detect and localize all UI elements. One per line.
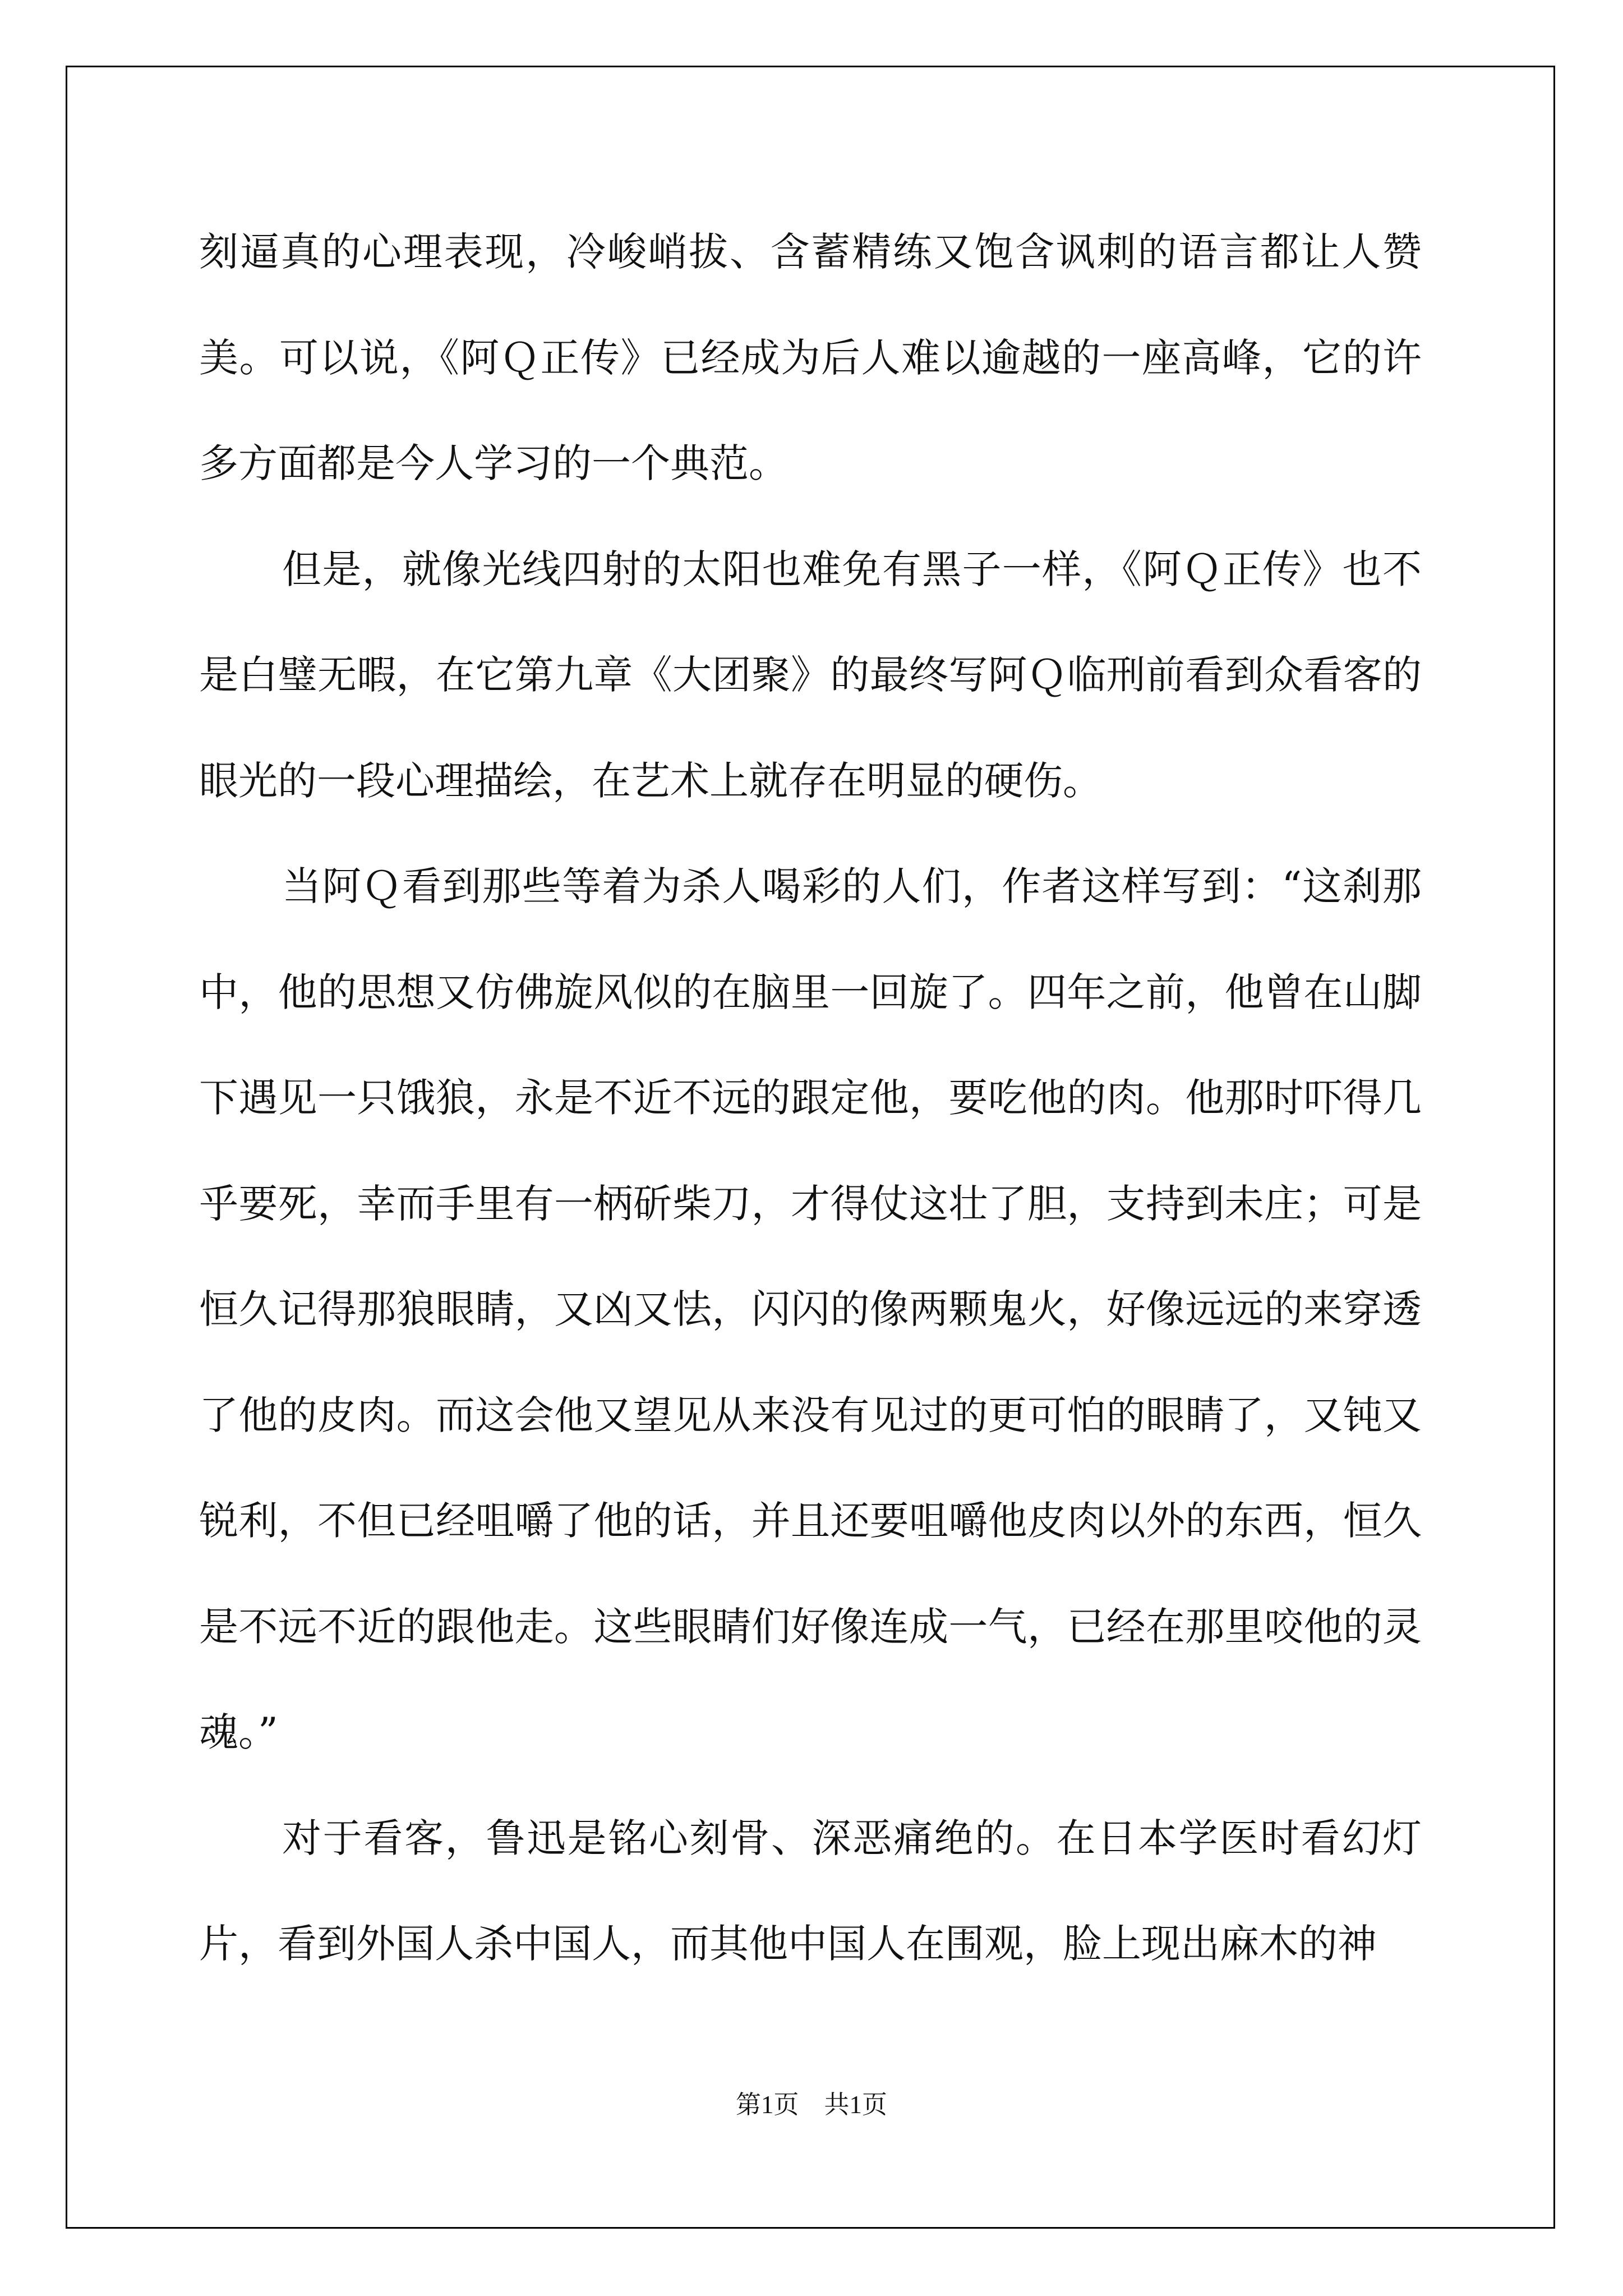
page-total: 共1页	[824, 2091, 888, 2119]
document-body	[199, 199, 1422, 1997]
paragraph-3: 当阿Ｑ看到那些等着为杀人喝彩的人们，作者这样写到：“这刹那中，他的思想又仿佛旋风似的在脑里一回旋了。四年之前，他曾在山脚下遇见一只饿狼，永是不近不远的跟定他，要吃他的肉。他那时吓得几乎要死，幸而手里有一柄斫柴刀，才得仗这壮了胆，支持到未庄；可是恒久记得那狼眼睛，又凶又怯，闪闪的像两颗鬼火，好像远远的来穿透了他的皮肉。而这会他又望见从来没有见过的更可怕的眼睛了，又钝又锐利，不但已经咀嚼了他的话，并且还要咀嚼他皮肉以外的东西，恒久是不远不近的跟他走。这些眼睛们好像连成一气，已经在那里咬他的灵魂。”	[199, 863, 1422, 1755]
paragraph-4: 对于看客，鲁迅是铭心刻骨、深恶痛绝的。在日本学医时看幻灯片，看到外国人杀中国人，而其他中国人在围观，脸上现出麻木的神	[199, 1815, 1422, 1967]
page-number: 第1页	[735, 2091, 799, 2119]
paragraph-2: 但是，就像光线四射的太阳也难免有黑子一样，《阿Ｑ正传》也不是白璧无暇，在它第九章《大团聚》的最终写阿Ｑ临刑前看到众看客的眼光的一段心理描绘，在艺术上就存在明显的硬伤。	[199, 546, 1422, 804]
page-footer	[0, 2088, 1623, 2122]
paragraph-1: 刻逼真的心理表现，冷峻峭拔、含蓄精练又饱含讽刺的语言都让人赞美。可以说，《阿Ｑ正传》已经成为后人难以逾越的一座高峰，它的许多方面都是今人学习的一个典范。	[199, 229, 1422, 486]
